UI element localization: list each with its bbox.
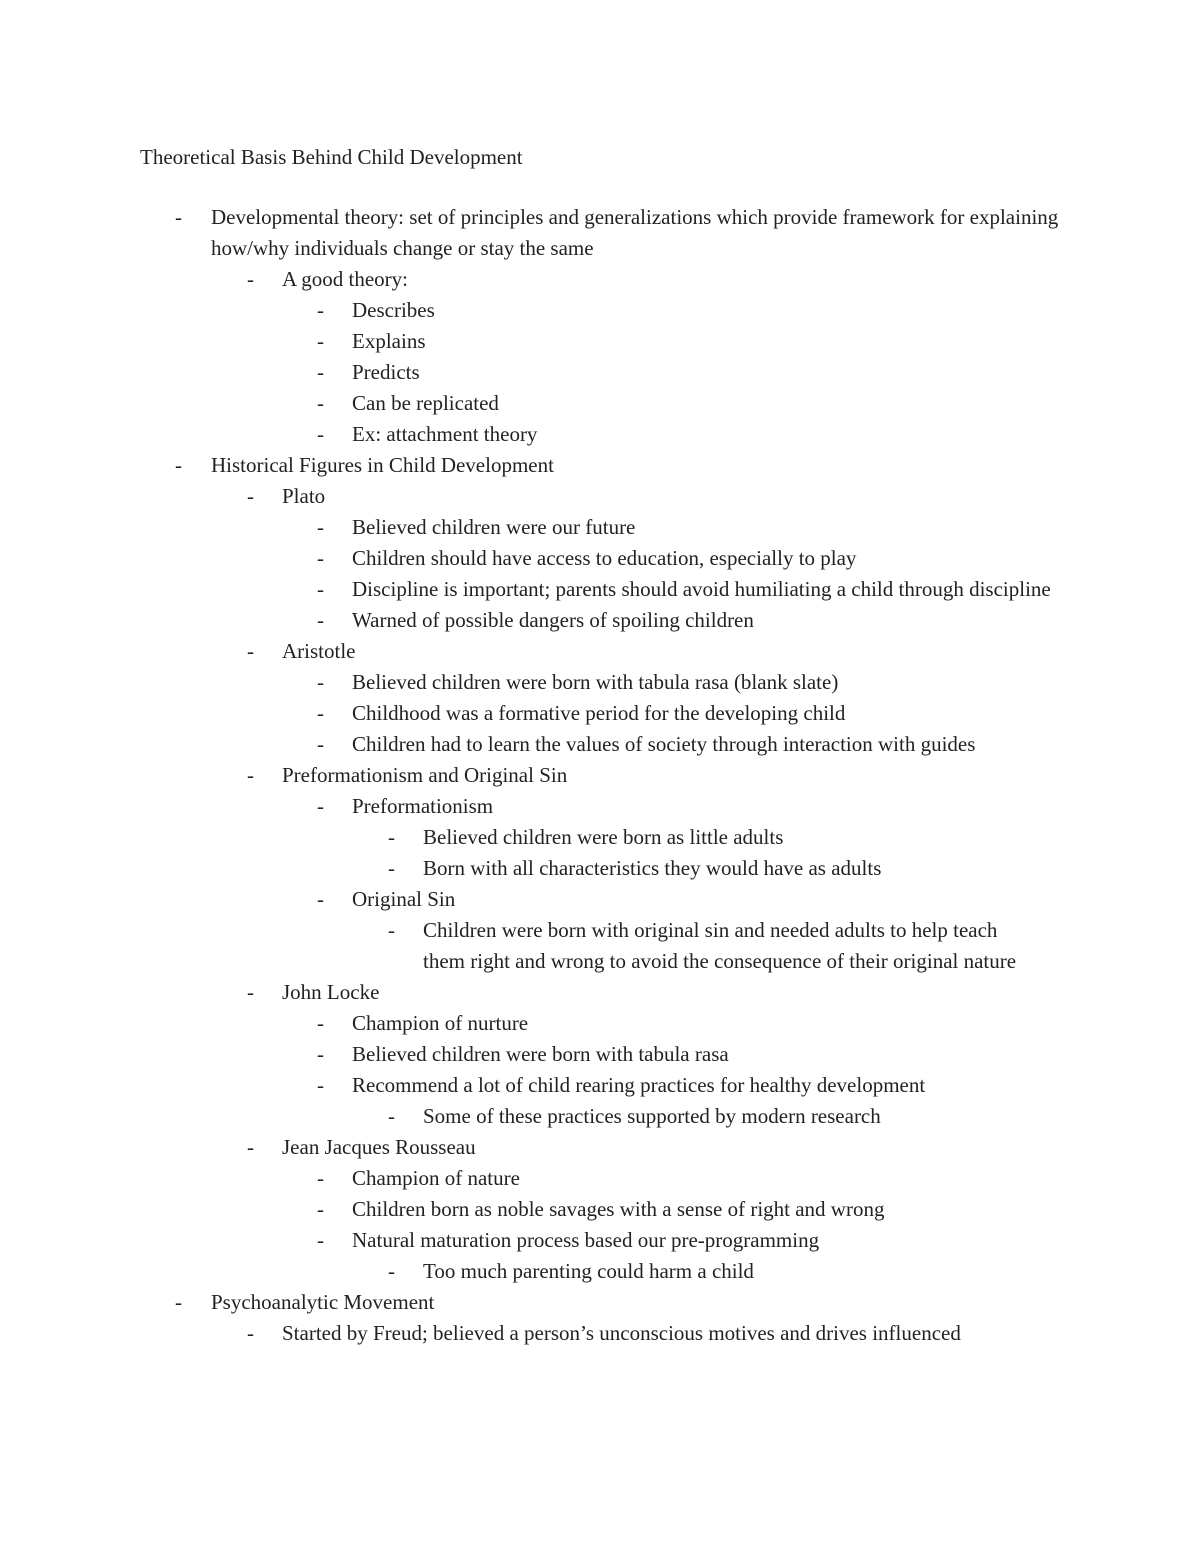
outline-item-level-4	[0, 1101, 1200, 1132]
outline-item-text: Some of these practices supported by modern research	[423, 1104, 881, 1128]
outline-item-level-3	[0, 1070, 1200, 1101]
outline-item-text: Natural maturation process based our pre-programming	[352, 1228, 820, 1252]
outline-item-level-2	[0, 1318, 1200, 1349]
dash-bullet: -	[317, 298, 324, 322]
outline-item-text: Champion of nurture	[352, 1011, 529, 1035]
outline-item-level-3	[0, 1163, 1200, 1194]
dash-bullet: -	[317, 391, 324, 415]
outline-item-text: Recommend a lot of child rearing practices for healthy development	[352, 1073, 926, 1097]
outline-item-text: Preformationism	[352, 794, 494, 818]
dash-bullet: -	[317, 360, 324, 384]
dash-bullet: -	[388, 856, 395, 880]
dash-bullet: -	[317, 670, 324, 694]
outline-item-level-3	[0, 1194, 1200, 1225]
dash-bullet: -	[317, 1073, 324, 1097]
outline-item-text: Explains	[352, 329, 426, 353]
dash-bullet: -	[317, 329, 324, 353]
outline-item-text: Believed children were born as little adults	[423, 825, 784, 849]
outline-item-level-3	[0, 884, 1200, 915]
outline-item-level-1	[0, 450, 1200, 481]
dash-bullet: -	[317, 577, 324, 601]
outline-item-level-3	[0, 543, 1200, 574]
dash-bullet: -	[317, 515, 324, 539]
dash-bullet: -	[317, 794, 324, 818]
outline-item-level-3	[0, 326, 1200, 357]
outline-item-level-2	[0, 760, 1200, 791]
outline-item-level-4	[0, 915, 1200, 977]
dash-bullet: -	[317, 1042, 324, 1066]
dash-bullet: -	[317, 1228, 324, 1252]
outline-item-level-3	[0, 1225, 1200, 1256]
outline-item-level-3	[0, 667, 1200, 698]
outline-item-text: Believed children were born with tabula rasa	[352, 1042, 729, 1066]
dash-bullet: -	[175, 453, 182, 477]
dash-bullet: -	[247, 639, 254, 663]
outline-item-level-3	[0, 295, 1200, 326]
outline-item-level-4	[0, 1256, 1200, 1287]
outline-item-text: Children were born with original sin and needed adults to help teach them right and wrong to avoid the consequence of their original nature	[423, 918, 1017, 973]
dash-bullet: -	[317, 1197, 324, 1221]
outline-item-text: Aristotle	[282, 639, 356, 663]
outline-item-level-3	[0, 388, 1200, 419]
outline-item-level-3	[0, 729, 1200, 760]
dash-bullet: -	[388, 1104, 395, 1128]
outline-item-text: Original Sin	[352, 887, 456, 911]
dash-bullet: -	[388, 918, 395, 942]
dash-bullet: -	[317, 887, 324, 911]
dash-bullet: -	[175, 205, 182, 229]
outline-item-level-3	[0, 419, 1200, 450]
dash-bullet: -	[317, 608, 324, 632]
outline-item-level-2	[0, 1132, 1200, 1163]
outline-item-text: Developmental theory: set of principles and generalizations which provide framework for explaining how/why individuals change or stay the same	[211, 205, 1059, 260]
outline-item-text: Predicts	[352, 360, 420, 384]
outline-item-text: Jean Jacques Rousseau	[282, 1135, 476, 1159]
outline-item-text: Born with all characteristics they would have as adults	[423, 856, 882, 880]
outline-item-text: Preformationism and Original Sin	[282, 763, 568, 787]
outline-item-level-1	[0, 202, 1200, 264]
outline-item-level-1	[0, 1287, 1200, 1318]
outline-item-level-2	[0, 481, 1200, 512]
outline-item-text: Can be replicated	[352, 391, 499, 415]
outline-item-text: Believed children were our future	[352, 515, 636, 539]
outline-item-level-3	[0, 1008, 1200, 1039]
outline-item-text: Psychoanalytic Movement	[211, 1290, 435, 1314]
outline-item-text: Warned of possible dangers of spoiling children	[352, 608, 754, 632]
dash-bullet: -	[317, 1011, 324, 1035]
dash-bullet: -	[317, 701, 324, 725]
page-title: Theoretical Basis Behind Child Development	[140, 145, 523, 169]
dash-bullet: -	[388, 825, 395, 849]
dash-bullet: -	[317, 422, 324, 446]
outline-item-text: John Locke	[282, 980, 380, 1004]
outline-item-text: Children should have access to education, especially to play	[352, 546, 857, 570]
outline-item-text: Started by Freud; believed a person’s unconscious motives and drives influenced	[282, 1321, 961, 1345]
dash-bullet: -	[247, 1321, 254, 1345]
outline-item-level-3	[0, 791, 1200, 822]
outline-item-level-2	[0, 636, 1200, 667]
dash-bullet: -	[317, 546, 324, 570]
outline-item-text: Too much parenting could harm a child	[423, 1259, 754, 1283]
outline-item-level-3	[0, 357, 1200, 388]
dash-bullet: -	[388, 1259, 395, 1283]
dash-bullet: -	[247, 267, 254, 291]
outline-item-level-4	[0, 822, 1200, 853]
bullet-outline	[0, 202, 1200, 1349]
dash-bullet: -	[175, 1290, 182, 1314]
outline-item-level-3	[0, 512, 1200, 543]
outline-item-level-3	[0, 698, 1200, 729]
outline-item-text: Children had to learn the values of society through interaction with guides	[352, 732, 976, 756]
dash-bullet: -	[247, 980, 254, 1004]
outline-item-level-4	[0, 853, 1200, 884]
outline-item-text: Childhood was a formative period for the developing child	[352, 701, 846, 725]
outline-item-text: Describes	[352, 298, 435, 322]
outline-item-text: Children born as noble savages with a sense of right and wrong	[352, 1197, 885, 1221]
outline-item-level-3	[0, 605, 1200, 636]
dash-bullet: -	[247, 1135, 254, 1159]
outline-item-text: Historical Figures in Child Development	[211, 453, 554, 477]
dash-bullet: -	[317, 732, 324, 756]
dash-bullet: -	[247, 484, 254, 508]
outline-item-text: Believed children were born with tabula rasa (blank slate)	[352, 670, 839, 694]
outline-item-text: Champion of nature	[352, 1166, 520, 1190]
outline-item-text: Plato	[282, 484, 326, 508]
outline-item-text: Ex: attachment theory	[352, 422, 538, 446]
outline-item-level-2	[0, 977, 1200, 1008]
outline-item-text: Discipline is important; parents should avoid humiliating a child through discipline	[352, 577, 1051, 601]
outline-item-level-3	[0, 1039, 1200, 1070]
outline-item-text: A good theory:	[282, 267, 408, 291]
outline-item-level-3	[0, 574, 1200, 605]
outline-item-level-2	[0, 264, 1200, 295]
dash-bullet: -	[317, 1166, 324, 1190]
dash-bullet: -	[247, 763, 254, 787]
